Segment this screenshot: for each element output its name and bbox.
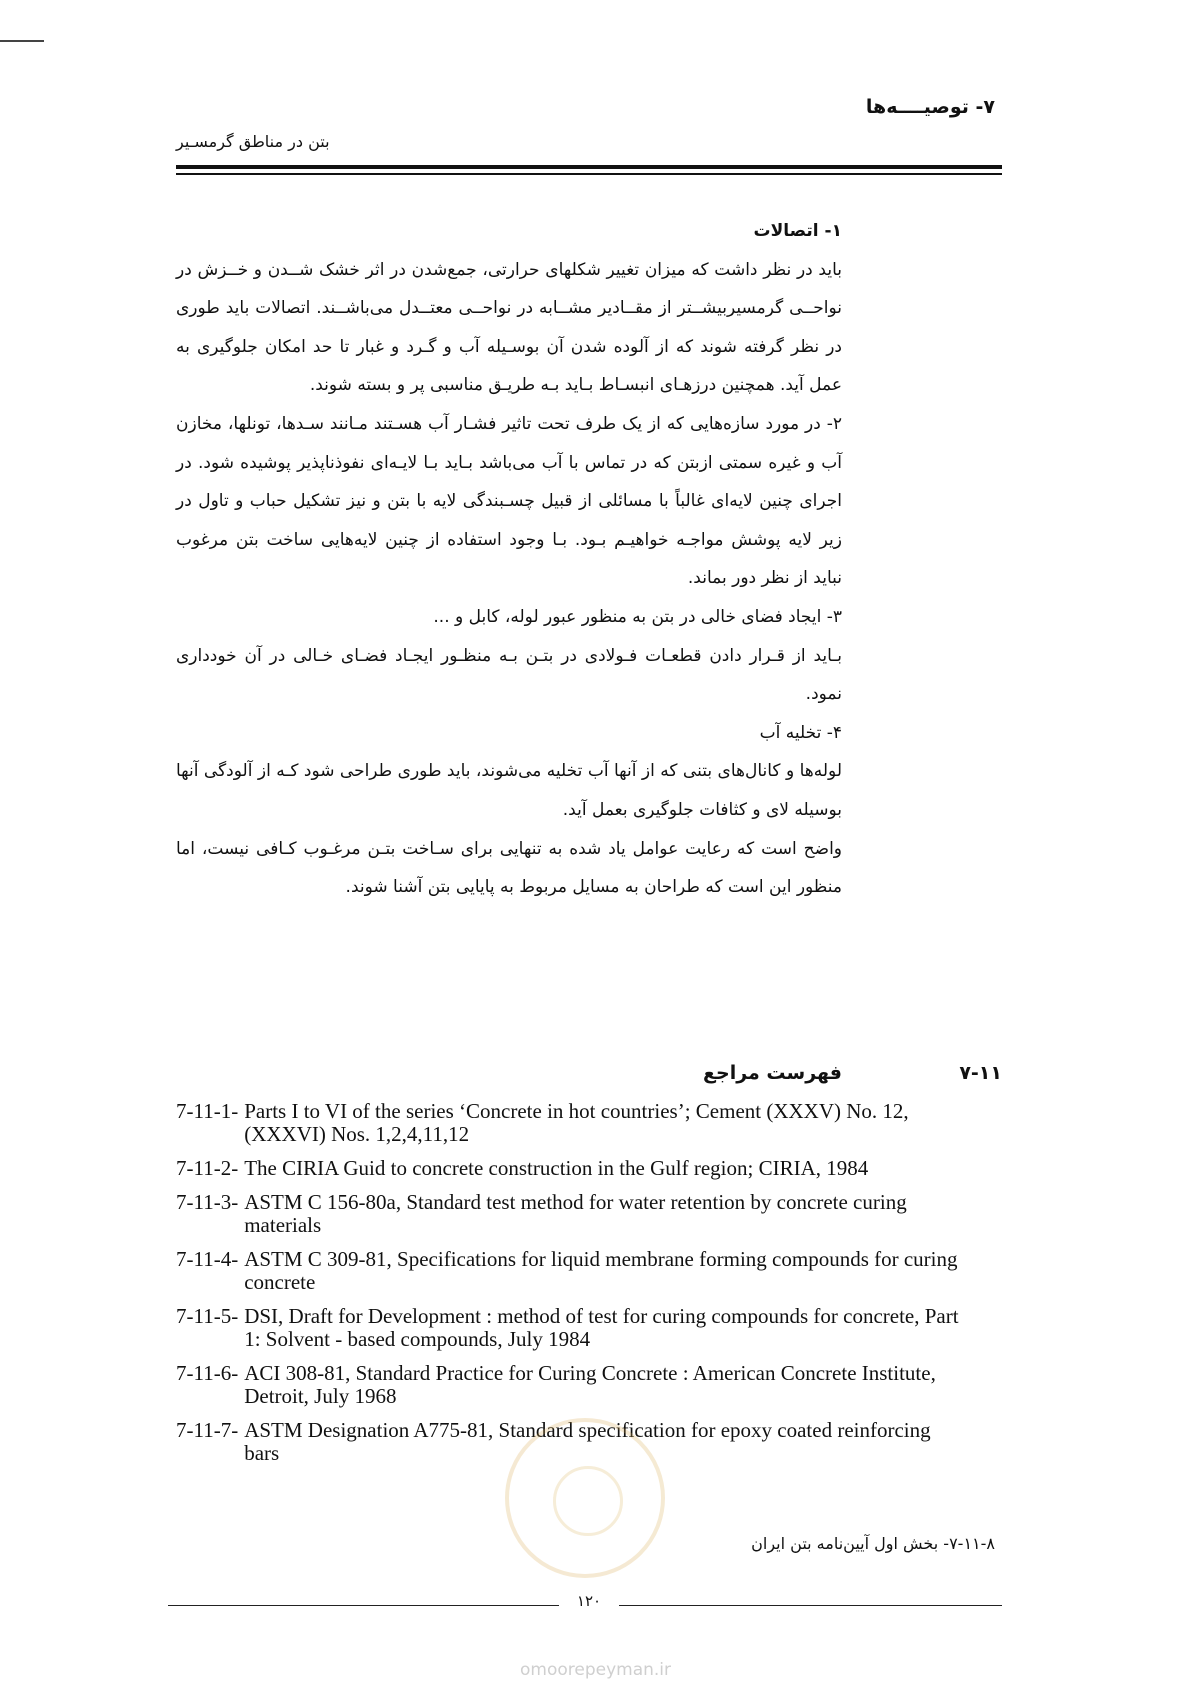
reference-id: 7-11-2- [176,1156,239,1180]
reference-text: ASTM Designation A775-81, Standard specification for epoxy coated reinforcing bars [244,1418,931,1465]
body-text [176,212,842,907]
reference-item [176,1100,966,1146]
reference-text: DSI, Draft for Development : method of test for curing compounds for concrete, Part 1: Solvent - based compounds, July 1984 [244,1304,959,1351]
item-3-heading: ۳- ایجاد فضای خالی در بتن به منظور عبور لوله، کابل و ... [433,606,842,627]
reference-text: ASTM C 309-81, Specifications for liquid membrane forming compounds for curing concrete [244,1247,958,1294]
item-4-heading: ۴- تخلیه آب [759,722,842,743]
item-4-paragraph: لوله‌ها و کانال‌های بتنی که از آنها آب تخلیه می‌شوند، باید طوری طراحی شود کـه از آلودگی آنها بوسیله لای و کثافات جلوگیری بعمل آید. [176,761,842,820]
reference-item [176,1248,966,1294]
site-watermark: omoorepeyman.ir [519,1660,672,1680]
reference-item [176,1191,966,1237]
watermark-seal [505,1418,665,1578]
reference-id: 7-11-4- [176,1247,239,1271]
reference-item [176,1362,966,1408]
reference-id: 7-11-5- [176,1304,239,1328]
scan-corner-mark [0,40,44,42]
closing-paragraph: واضح است که رعایت عوامل یاد شده به تنهایی برای سـاخت بتـن مرغـوب کـافی نیست، اما منظور این است که طراحان به مسایل مربوط به پایایی بتن آشنا شوند. [176,838,842,898]
reference-id: 7-11-1- [176,1099,239,1123]
reference-id: 7-11-6- [176,1361,239,1385]
item-2-paragraph: ۲- در مورد سازه‌هایی که از یک طرف تحت تاثیر فشـار آب هسـتند مـانند سـدها، تونلها، مخازن آب و غیره سمتی ازبتن که در تماس با آب می‌باشد بـاید بـا لایـه‌ای نفوذناپذیر پوشیده شود. در اجرای چنین لایه‌ای غالباً با مسائلی از قبیل چسـبندگی لایه با بتن و نیز تشکیل حباب و تاول در زیر لایه پوشش مواجـه خواهیـم بـود. بـا وجود استفاده از چنین لایه‌هایی ساخت بتن مرغوب نباید از نظر دور بماند. [176,413,842,589]
page-number: ۱۲۰ [559,1592,619,1610]
item-1-heading: ۱- اتصالات [753,221,842,241]
reference-id: 7-11-7- [176,1418,239,1442]
references-title: فهرست مراجع [703,1062,842,1084]
reference-text: ASTM C 156-80a, Standard test method for water retention by concrete curing materials [244,1190,907,1237]
header-rule-thick [176,165,1002,169]
references-heading [176,1062,1002,1092]
reference-item [176,1305,966,1351]
item-1-paragraph: باید در نظر داشت که میزان تغییر شکلهای حرارتی، جمع‌شدن در اثر خشک شــدن و خــزش در نواحــی گرمسیربیشــتر از مقــادیر مشــابه در نواحــی معتــدل می‌باشــند. اتصالات باید طوری در نظر گرفته شوند که از آلوده شدن آن بوسـیله آب و گـرد و غبار تا حد امکان جلوگیری به عمل آید. همچنین درزهـای انبسـاط بـاید بـه طریـق مناسبی پر و بسته شوند. [176,259,842,396]
header-rule-thin [176,173,1002,175]
reference-id: 7-11-3- [176,1190,239,1214]
references-section-number: ۷-۱۱ [959,1062,1002,1084]
reference-text: The CIRIA Guid to concrete construction in the Gulf region; CIRIA, 1984 [244,1156,869,1180]
reference-text: Parts I to VI of the series ‘Concrete in hot countries’; Cement (XXXV) No. 12, (XXXVI) Nos. 1,2,4,11,12 [244,1099,909,1146]
item-3-paragraph: بـاید از قـرار دادن قطعـات فـولادی در بتـن بـه منظـور ایجـاد فضـای خـالی در آن خودداری نمود. [176,645,842,705]
running-header-section: ۷- توصیــــه‌ها [865,96,995,118]
reference-item-persian: ۷-۱۱-۸- بخش اول آیین‌نامه بتن ایران [751,1534,995,1553]
reference-item [176,1157,966,1180]
reference-text: ACI 308-81, Standard Practice for Curing Concrete : American Concrete Institute, Detroit, July 1968 [244,1361,936,1408]
running-header-book-title: بتن در مناطق گرمسـیر [176,132,330,151]
